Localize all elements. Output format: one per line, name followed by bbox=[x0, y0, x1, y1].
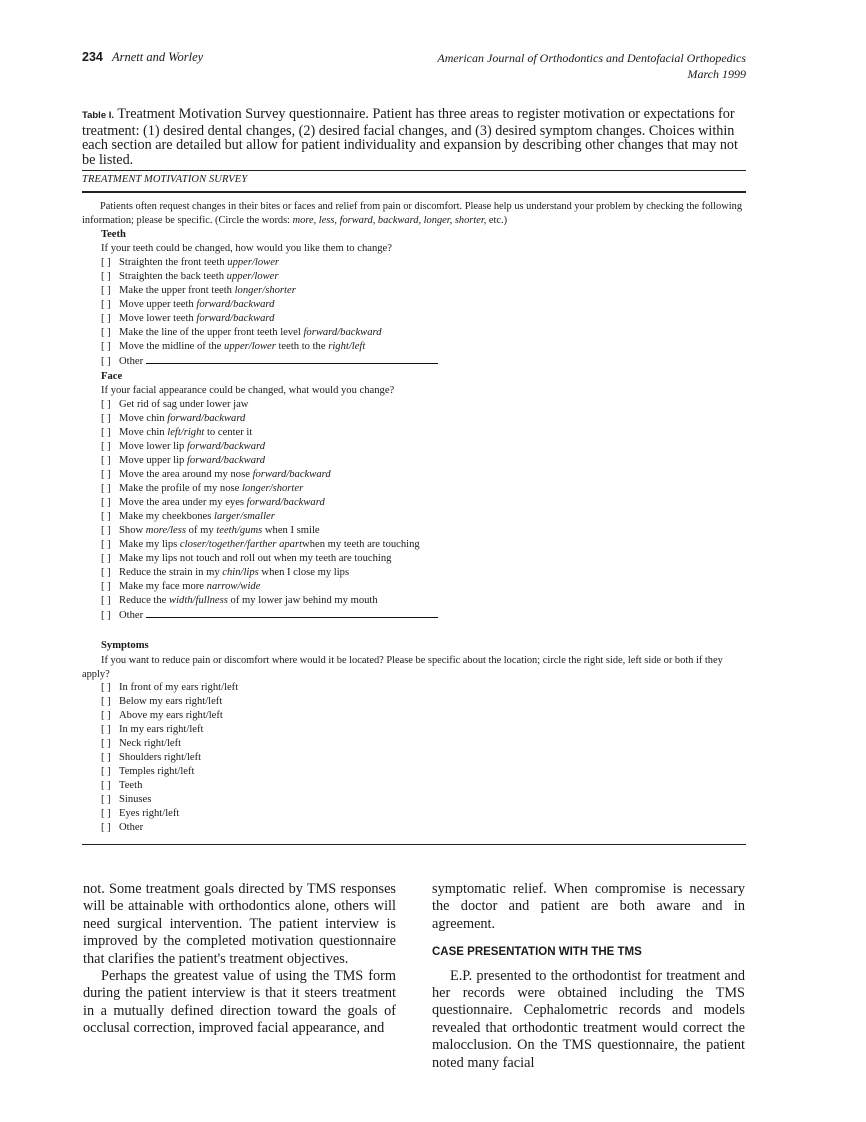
teeth-option[interactable] bbox=[101, 326, 438, 340]
table-top-rule bbox=[82, 170, 746, 171]
option-text: Straighten the back teeth bbox=[119, 271, 227, 282]
face-option[interactable] bbox=[101, 398, 438, 412]
option-text: Move lower teeth bbox=[119, 313, 197, 324]
option-text: Move chin bbox=[119, 427, 168, 438]
option-choice[interactable]: width/fullness bbox=[169, 595, 228, 606]
option-choice[interactable]: teeth/gums bbox=[216, 525, 263, 536]
symptoms-option[interactable] bbox=[101, 709, 238, 723]
face-option[interactable] bbox=[101, 552, 438, 566]
journal-name: American Journal of Orthodontics and Dentofacial Orthopedics bbox=[437, 51, 746, 65]
checkbox[interactable]: [ ] bbox=[101, 511, 111, 522]
teeth-heading: Teeth bbox=[101, 229, 126, 240]
checkbox[interactable]: [ ] bbox=[101, 257, 111, 268]
option-text: Make my lips bbox=[119, 539, 180, 550]
option-text: Move the midline of the bbox=[119, 341, 225, 352]
checkbox[interactable]: [ ] bbox=[101, 455, 111, 466]
face-option[interactable] bbox=[101, 482, 438, 496]
body-paragraph: symptomatic relief. When compromise is necessary the doctor and patient are both aware and in agreement. bbox=[432, 881, 745, 932]
option-text: Move the area around my nose bbox=[119, 469, 253, 480]
checkbox[interactable]: [ ] bbox=[101, 483, 111, 494]
option-text: when my teeth are touching bbox=[302, 539, 420, 550]
option-text: Neck right/left bbox=[119, 738, 182, 749]
table-caption-text: Treatment Motivation Survey questionnaire. Patient has three areas to register motivation or expectations for treatment: (1) desired dental changes, (2) desired facial changes, and (3) desired symptom changes. Choices within each section are detailed but allow for patient individuality and expansion by describing other changes that may not be listed. bbox=[82, 106, 738, 168]
face-option[interactable] bbox=[101, 594, 438, 608]
option-choice[interactable]: longer/shorter bbox=[241, 483, 304, 494]
symptoms-option[interactable] bbox=[101, 765, 238, 779]
option-text: In my ears right/left bbox=[119, 724, 204, 735]
other-blank-line[interactable] bbox=[146, 354, 438, 364]
symptoms-section bbox=[101, 639, 149, 653]
teeth-option[interactable] bbox=[101, 284, 438, 298]
option-text: of my lower jaw behind my mouth bbox=[227, 595, 378, 606]
option-choice[interactable]: more/less bbox=[145, 525, 187, 536]
option-text: In front of my ears right/left bbox=[119, 682, 239, 693]
option-choice[interactable]: forward/backward bbox=[246, 497, 325, 508]
face-section bbox=[101, 370, 438, 623]
checkbox[interactable]: [ ] bbox=[101, 808, 111, 819]
option-text: Make my face more bbox=[119, 581, 207, 592]
teeth-option[interactable] bbox=[101, 256, 438, 270]
table-header-rule bbox=[82, 191, 746, 193]
option-text: Move the area under my eyes bbox=[119, 497, 247, 508]
symptoms-option[interactable] bbox=[101, 751, 238, 765]
checkbox[interactable]: [ ] bbox=[101, 595, 111, 606]
checkbox[interactable]: [ ] bbox=[101, 581, 111, 592]
teeth-option[interactable] bbox=[101, 354, 438, 369]
option-text: Make the upper front teeth bbox=[119, 285, 235, 296]
body-column-left bbox=[83, 881, 396, 1038]
face-option[interactable] bbox=[101, 496, 438, 510]
option-text: Move upper lip bbox=[119, 455, 187, 466]
option-choice[interactable]: forward/backward bbox=[186, 441, 266, 452]
face-option[interactable] bbox=[101, 524, 438, 538]
face-heading: Face bbox=[101, 371, 123, 382]
option-choice[interactable]: upper/lower bbox=[227, 257, 280, 268]
section-heading: CASE PRESENTATION WITH THE TMS bbox=[432, 946, 642, 959]
option-text: to center it bbox=[204, 427, 253, 438]
option-choice[interactable]: closer/together/farther apart bbox=[179, 539, 303, 550]
face-question: If your facial appearance could be changed, what would you change? bbox=[101, 385, 395, 396]
option-text: Teeth bbox=[119, 780, 143, 791]
body-paragraph: E.P. presented to the orthodontist for treatment and her records were obtained including the TMS questionnaire. Cephalometric records and models revealed that orthodontic treatment would correct the malocclusion. On the TMS questionnaire, the patient noted many facial bbox=[432, 967, 745, 1071]
teeth-option[interactable] bbox=[101, 312, 438, 326]
checkbox[interactable]: [ ] bbox=[101, 766, 111, 777]
option-choice[interactable]: larger/smaller bbox=[214, 511, 275, 522]
option-choice[interactable]: forward/backward bbox=[196, 313, 275, 324]
face-option[interactable] bbox=[101, 440, 438, 454]
body-paragraph: not. Some treatment goals directed by TMS responses will be attainable with orthodontics alone, others will need surgical intervention. The patient interview is improved by the completed motivation questionnaire that clarifies the patient's treatment objectives. bbox=[83, 881, 396, 967]
face-option[interactable] bbox=[101, 608, 438, 623]
checkbox[interactable]: [ ] bbox=[101, 413, 111, 424]
option-text: Straighten the front teeth bbox=[119, 257, 228, 268]
checkbox[interactable]: [ ] bbox=[101, 271, 111, 282]
running-authors: Arnett and Worley bbox=[111, 50, 204, 64]
option-text: Show bbox=[119, 525, 146, 536]
checkbox[interactable]: [ ] bbox=[101, 285, 111, 296]
option-choice[interactable]: narrow/wide bbox=[206, 581, 261, 592]
option-text: Other bbox=[119, 610, 146, 621]
symptoms-option[interactable] bbox=[101, 807, 238, 821]
running-header-right bbox=[437, 50, 746, 82]
symptoms-question: If you want to reduce pain or discomfort where would it be located? Please be specific about the location; circle the right side, left side or both if they apply? bbox=[82, 655, 723, 680]
checkbox[interactable]: [ ] bbox=[101, 710, 111, 721]
issue-date: March 1999 bbox=[687, 67, 746, 81]
checkbox[interactable]: [ ] bbox=[101, 427, 111, 438]
checkbox[interactable]: [ ] bbox=[101, 441, 111, 452]
option-choice[interactable]: upper/lower bbox=[226, 271, 279, 282]
symptoms-option[interactable] bbox=[101, 793, 238, 807]
checkbox[interactable]: [ ] bbox=[101, 399, 111, 410]
option-text: Reduce the strain in my bbox=[119, 567, 223, 578]
option-text: Get rid of sag under lower jaw bbox=[119, 399, 249, 410]
option-text: Make my lips not touch and roll out when my teeth are touching bbox=[119, 553, 392, 564]
checkbox[interactable]: [ ] bbox=[101, 525, 111, 536]
option-choice[interactable]: chin/lips bbox=[222, 567, 259, 578]
checkbox[interactable]: [ ] bbox=[101, 553, 111, 564]
teeth-options-list bbox=[101, 256, 438, 369]
checkbox[interactable]: [ ] bbox=[101, 724, 111, 735]
option-text: when I smile bbox=[262, 525, 320, 536]
symptoms-option[interactable] bbox=[101, 695, 238, 709]
option-choice[interactable]: forward/backward bbox=[167, 413, 246, 424]
symptoms-heading: Symptoms bbox=[101, 640, 149, 651]
option-text: Above my ears right/left bbox=[119, 710, 223, 721]
option-text: Move upper teeth bbox=[119, 299, 197, 310]
option-text: Make the line of the upper front teeth level bbox=[119, 327, 304, 338]
table-label: Table I. bbox=[82, 110, 115, 121]
checkbox[interactable]: [ ] bbox=[101, 341, 111, 352]
face-options-list bbox=[101, 398, 438, 623]
option-text: Make the profile of my nose bbox=[119, 483, 242, 494]
teeth-option[interactable] bbox=[101, 270, 438, 284]
option-text: Shoulders right/left bbox=[119, 752, 202, 763]
checkbox[interactable]: [ ] bbox=[101, 539, 111, 550]
teeth-section bbox=[101, 228, 438, 369]
symptoms-option[interactable] bbox=[101, 821, 238, 835]
checkbox[interactable]: [ ] bbox=[101, 822, 111, 833]
option-text: Other bbox=[119, 356, 146, 367]
checkbox[interactable]: [ ] bbox=[101, 299, 111, 310]
symptoms-option[interactable] bbox=[101, 779, 238, 793]
option-choice[interactable]: forward/backward bbox=[196, 299, 275, 310]
checkbox[interactable]: [ ] bbox=[101, 567, 111, 578]
checkbox[interactable]: [ ] bbox=[101, 752, 111, 763]
checkbox[interactable]: [ ] bbox=[101, 497, 111, 508]
face-option[interactable] bbox=[101, 538, 438, 552]
symptoms-options bbox=[101, 681, 238, 835]
checkbox[interactable]: [ ] bbox=[101, 469, 111, 480]
option-text: Make my cheekbones bbox=[119, 511, 215, 522]
option-text: Reduce the bbox=[119, 595, 170, 606]
face-option[interactable] bbox=[101, 412, 438, 426]
circle-words: more, less, forward, backward, longer, shorter, bbox=[292, 215, 487, 226]
option-text: teeth to the bbox=[275, 341, 329, 352]
option-choice[interactable]: forward/backward bbox=[186, 455, 266, 466]
option-text: Other bbox=[119, 822, 144, 833]
option-choice[interactable]: forward/backward bbox=[252, 469, 331, 480]
symptoms-option[interactable] bbox=[101, 723, 238, 737]
checkbox[interactable]: [ ] bbox=[101, 738, 111, 749]
checkbox[interactable]: [ ] bbox=[101, 794, 111, 805]
checkbox[interactable]: [ ] bbox=[101, 610, 111, 621]
page-number: 234 bbox=[82, 50, 103, 64]
face-option[interactable] bbox=[101, 580, 438, 594]
checkbox[interactable]: [ ] bbox=[101, 327, 111, 338]
option-text: Temples right/left bbox=[119, 766, 195, 777]
option-choice[interactable]: left/right bbox=[167, 427, 205, 438]
symptoms-option[interactable] bbox=[101, 681, 238, 695]
checkbox[interactable]: [ ] bbox=[101, 313, 111, 324]
face-option[interactable] bbox=[101, 510, 438, 524]
face-option[interactable] bbox=[101, 426, 438, 440]
survey-title: TREATMENT MOTIVATION SURVEY bbox=[82, 174, 248, 185]
teeth-question: If your teeth could be changed, how would you like them to change? bbox=[101, 243, 392, 254]
body-paragraph: Perhaps the greatest value of using the TMS form during the patient interview is that it steers treatment in a mutually defined direction toward the goals of occlusal correction, improved facial appearance, and bbox=[83, 968, 396, 1037]
checkbox[interactable]: [ ] bbox=[101, 682, 111, 693]
option-choice[interactable]: longer/shorter bbox=[234, 285, 296, 296]
option-text: Eyes right/left bbox=[119, 808, 180, 819]
face-option[interactable] bbox=[101, 566, 438, 580]
table-caption bbox=[82, 107, 746, 167]
checkbox[interactable]: [ ] bbox=[101, 696, 111, 707]
teeth-option[interactable] bbox=[101, 298, 438, 312]
option-choice[interactable]: right/left bbox=[328, 341, 366, 352]
option-text: Sinuses bbox=[119, 794, 152, 805]
option-text: Below my ears right/left bbox=[119, 696, 223, 707]
checkbox[interactable]: [ ] bbox=[101, 356, 111, 367]
running-header-left bbox=[82, 50, 203, 65]
option-choice[interactable]: forward/backward bbox=[303, 327, 382, 338]
symptoms-options-list bbox=[101, 681, 238, 835]
option-text: Move chin bbox=[119, 413, 168, 424]
table-bottom-rule bbox=[82, 844, 746, 845]
option-text: of my bbox=[186, 525, 217, 536]
symptoms-option[interactable] bbox=[101, 737, 238, 751]
body-column-right bbox=[432, 881, 745, 1072]
option-choice[interactable]: upper/lower bbox=[224, 341, 276, 352]
other-blank-line[interactable] bbox=[146, 608, 438, 618]
face-option[interactable] bbox=[101, 454, 438, 468]
checkbox[interactable]: [ ] bbox=[101, 780, 111, 791]
face-option[interactable] bbox=[101, 468, 438, 482]
option-text: Move lower lip bbox=[119, 441, 187, 452]
teeth-option[interactable] bbox=[101, 340, 438, 354]
option-text: when I close my lips bbox=[258, 567, 350, 578]
survey-intro: Patients often request changes in their bites or faces and relief from pain or discomfort. Please help us understand your problem by checking the following information; please be specific. (Circle the words: more, less, forward, backward, longer, shorter, etc.) bbox=[82, 201, 743, 226]
